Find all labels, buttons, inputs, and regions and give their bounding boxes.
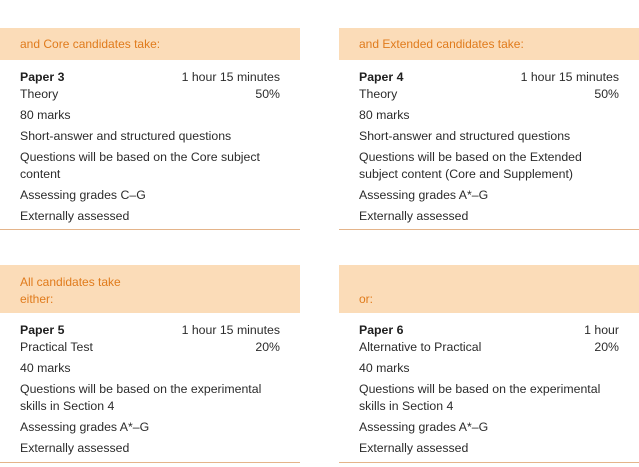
divider [339,462,639,463]
paper-duration: 1 hour [584,323,619,337]
panel-header [0,28,300,60]
paper-assessment: Externally assessed [20,209,130,223]
panel-paper-3 [0,28,300,225]
header-text: or: [359,292,374,306]
paper-assessment: Externally assessed [20,441,130,455]
paper-type: Alternative to Practical [359,340,482,354]
paper-duration: 1 hour 15 minutes [520,70,619,84]
panel-header [339,28,639,60]
paper-basis: Questions will be based on the Core subject content [20,150,260,181]
paper-title: Paper 5 [20,323,65,337]
paper-marks: 40 marks [20,361,71,375]
paper-assessment: Externally assessed [359,441,469,455]
panel-header [0,265,300,313]
paper-title: Paper 3 [20,70,65,84]
paper-grades: Assessing grades A*–G [20,420,150,434]
paper-grades: Assessing grades C–G [20,188,146,202]
header-text-line-2: either: [20,292,54,306]
panel-header [339,265,639,313]
divider [0,462,300,463]
panel-body [0,60,300,225]
panel-body [339,313,639,457]
header-text: and Core candidates take: [20,37,161,51]
paper-weight: 50% [594,87,619,101]
divider [0,229,300,230]
paper-marks: 80 marks [359,108,410,122]
paper-type: Theory [20,87,59,101]
header-text: and Extended candidates take: [359,37,524,51]
paper-basis: Questions will be based on the experimental skills in Section 4 [20,382,262,413]
paper-type: Practical Test [20,340,93,354]
paper-weight: 50% [255,87,280,101]
paper-title: Paper 6 [359,323,404,337]
paper-title: Paper 4 [359,70,404,84]
paper-basis: Questions will be based on the experimental skills in Section 4 [359,382,601,413]
paper-marks: 40 marks [359,361,410,375]
panel-body [0,313,300,457]
paper-type: Theory [359,87,398,101]
paper-grades: Assessing grades A*–G [359,420,489,434]
paper-format: Short-answer and structured questions [359,129,571,143]
paper-basis: Questions will be based on the Extended subject content (Core and Supplement) [359,150,582,181]
panel-body [339,60,639,225]
paper-assessment: Externally assessed [359,209,469,223]
paper-weight: 20% [255,340,280,354]
panel-paper-5 [0,265,300,457]
header-text-line-1: All candidates take [20,275,121,289]
paper-duration: 1 hour 15 minutes [181,70,280,84]
paper-marks: 80 marks [20,108,71,122]
paper-format: Short-answer and structured questions [20,129,232,143]
panel-paper-4 [339,28,639,225]
divider [339,229,639,230]
panel-paper-6 [339,265,639,457]
paper-grades: Assessing grades A*–G [359,188,489,202]
paper-duration: 1 hour 15 minutes [181,323,280,337]
paper-weight: 20% [594,340,619,354]
